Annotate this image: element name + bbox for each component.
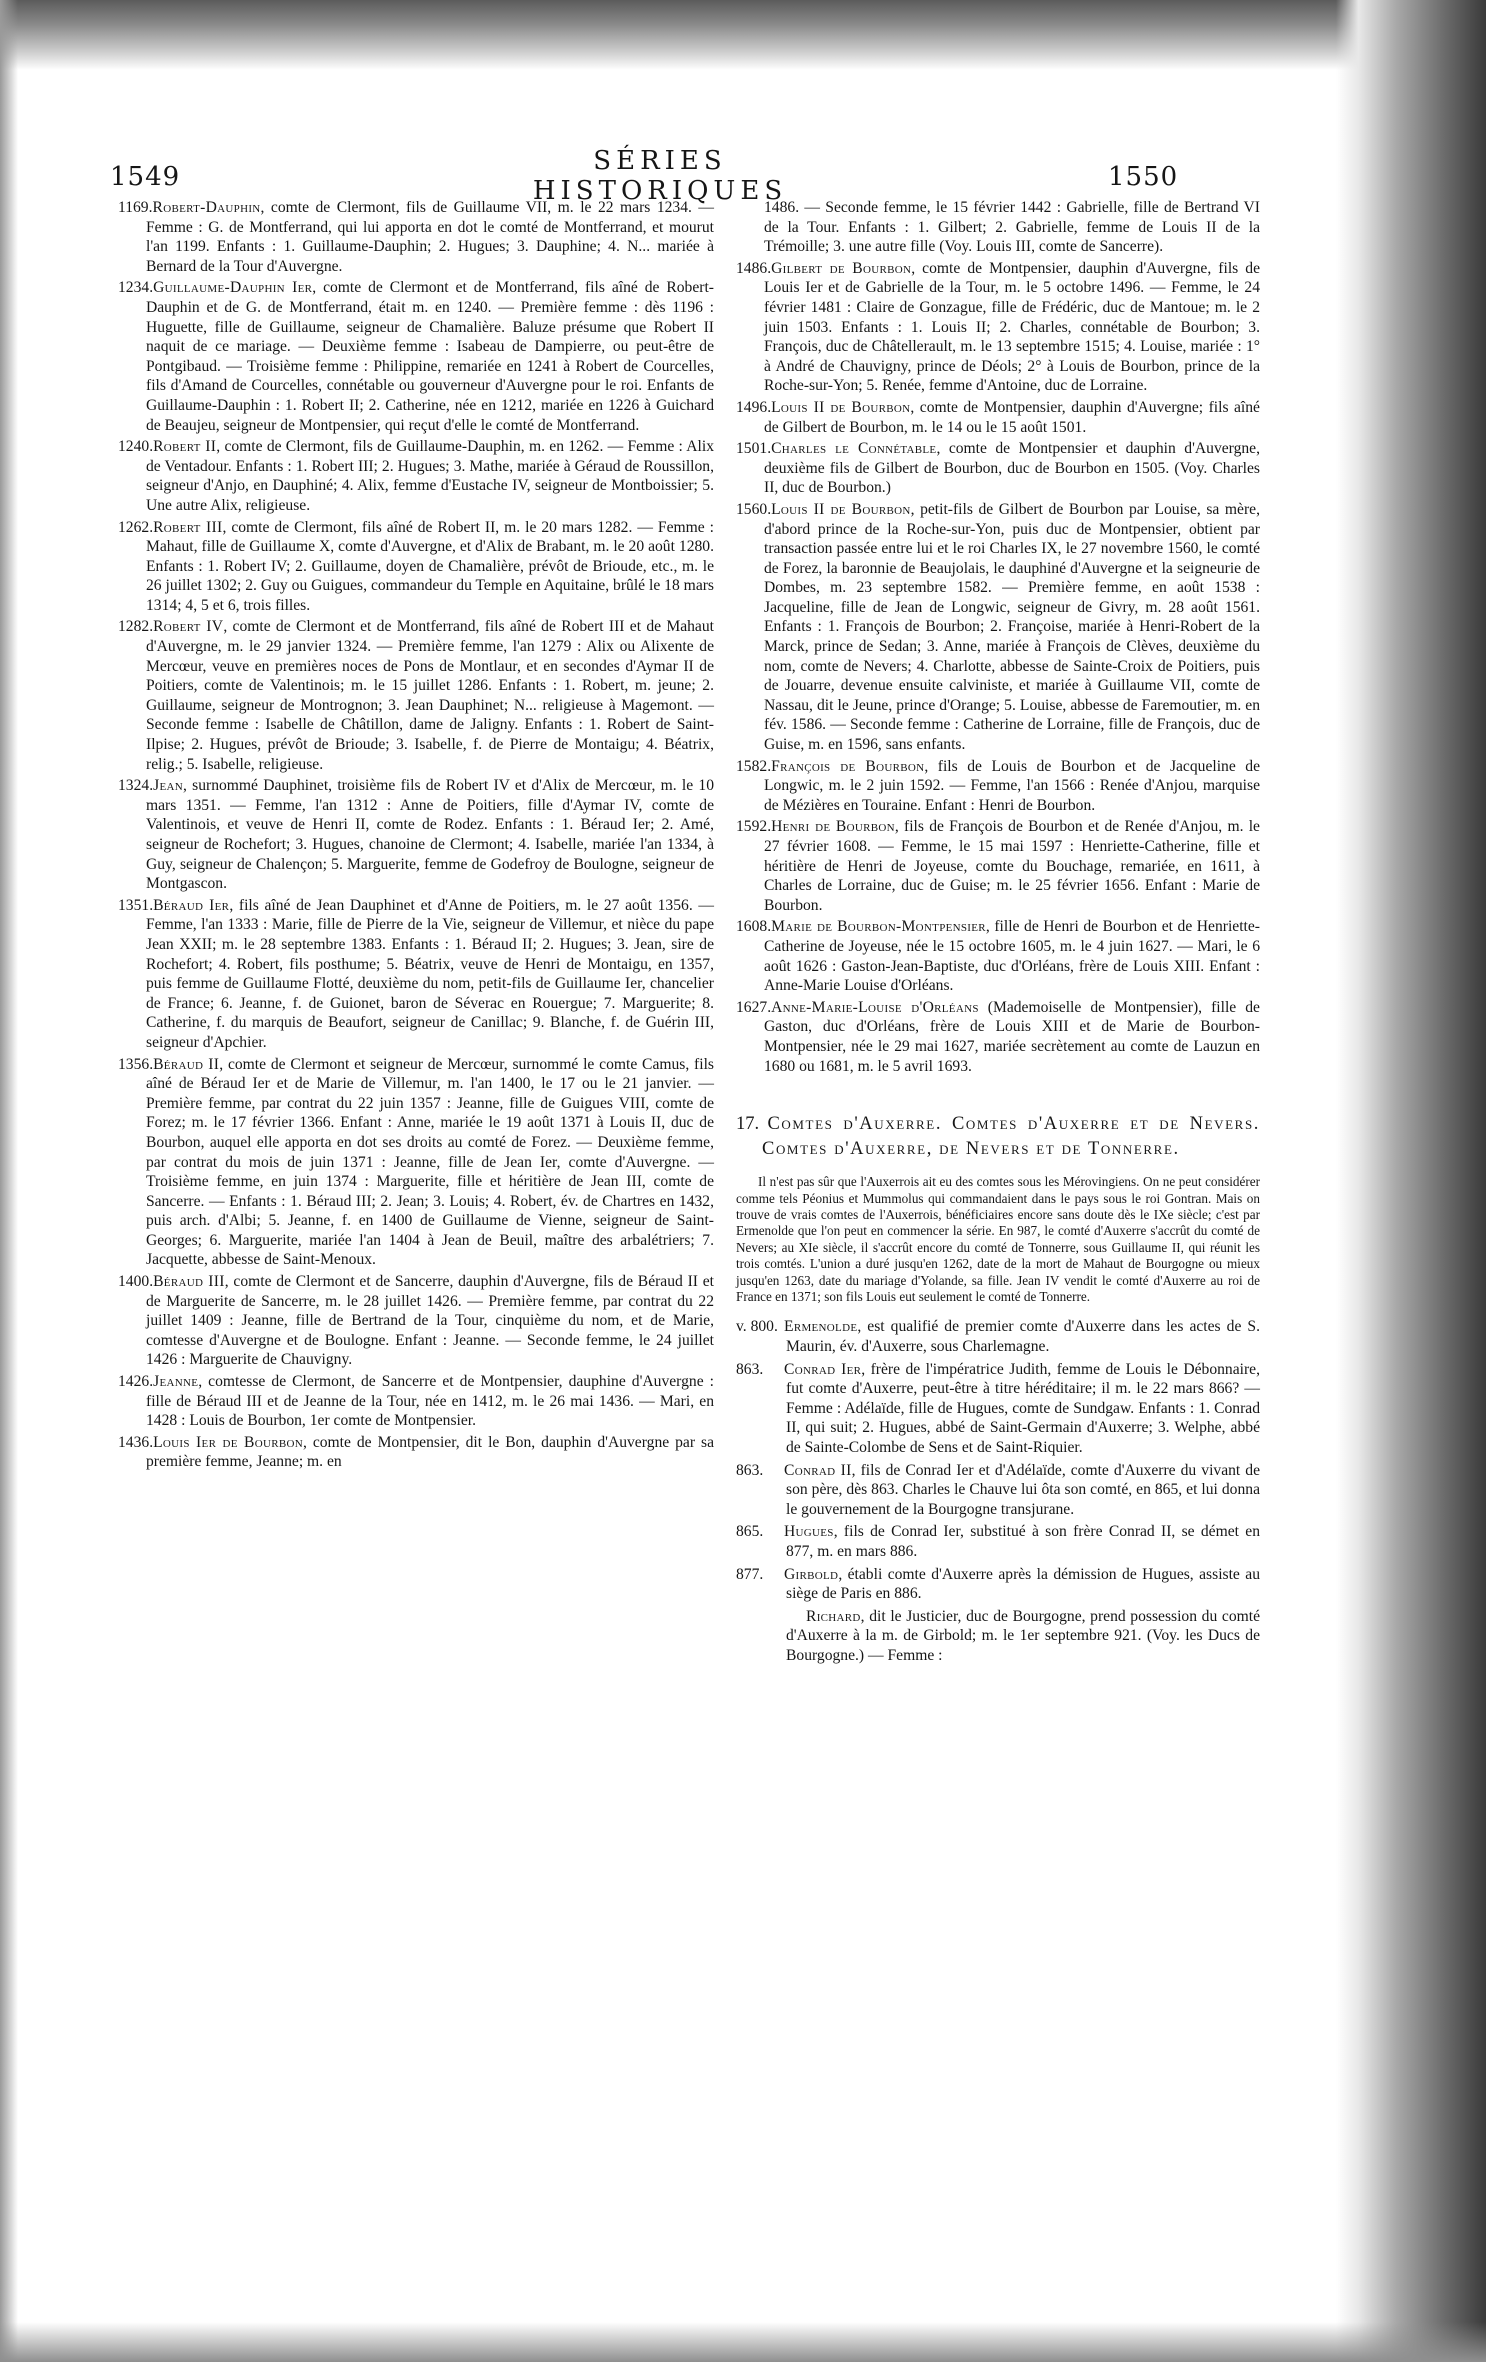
scan-edge-left	[0, 0, 18, 2362]
section-heading: 17. Comtes d'Auxerre. Comtes d'Auxerre et de Nevers. Comtes d'Auxerre, de Nevers et de Tonnerre.	[736, 1114, 1260, 1160]
entry: 1169.Robert-Dauphin, comte de Clermont, fils de Guillaume VII, m. le 22 mars 1234. — Femme : G. de Montferrand, qui lui apporta en dot le comté de Montferrand, et mourut l'an 1199. Enfants : 1. Guillaume-Dauphin; 2. Hugues; 3. Dauphine; 4. N... mariée à Bernard de la Tour d'Auvergne.	[118, 199, 714, 275]
running-title: SÉRIES HISTORIQUES	[532, 146, 788, 206]
entry: 877. Girbold, établi comte d'Auxerre après la démission de Hugues, assiste au siège de Paris en 886.	[736, 1565, 1260, 1603]
entry: 1501.Charles le Connétable, comte de Montpensier et dauphin d'Auvergne, deuxième fils de Gilbert de Bourbon, duc de Bourbon en 1505. (Voy. Charles II, duc de Bourbon.)	[736, 440, 1260, 497]
entry: 1324.Jean, surnommé Dauphinet, troisième fils de Robert IV et d'Alix de Mercœur, m. le 10 mars 1351. — Femme, l'an 1312 : Anne de Poitiers, fille d'Aymar IV, comte de Valentinois, et veuve de Henri II, comte de Rodez. Enfants : 1. Béraud Ier; 2. Amé, seigneur de Rochefort; 3. Hugues, chanoine de Clermont; 4. Isabelle, mariée l'an 1334, à Guy, seigneur de Chalençon; 5. Marguerite, femme de Godefroy de Boulogne, seigneur de Montgascon.	[118, 777, 714, 893]
scan-edge-right	[1336, 0, 1486, 2362]
left-column	[118, 198, 714, 1474]
entry-continuation: 1486. — Seconde femme, le 15 février 1442 : Gabrielle, fille de Bertrand VI de la Tour. Enfants : 1. Gilbert; 2. Gabrielle, femme de Louis II de la Trémoille; 3. une autre fille (Voy. Louis III, comte de Sancerre).	[764, 199, 1260, 256]
entry: 1282.Robert IV, comte de Clermont et de Montferrand, fils aîné de Robert III et de Mahaut d'Auvergne, m. le 29 janvier 1324. — Première femme, l'an 1279 : Alix ou Alixente de Mercœur, veuve en premières noces de Pons de Montlaur, et en secondes d'Aymar II de Poitiers, comte de Valentinois; m. le 15 juillet 1286. Enfants : 1. Robert, m. jeune; 2. Guillaume, seigneur de Montrognon; 3. Jean Dauphinet; N... religieuse à Magemont. — Seconde femme : Isabelle de Châtillon, dame de Jaligny. Enfants : 1. Robert de Saint-Ilpise; 2. Hugues, prévôt de Brioude; 3. Isabelle, f. de Pierre de Montaigu; 4. Béatrix, relig.; 5. Isabelle, religieuse.	[118, 618, 714, 773]
entry: 1608.Marie de Bourbon-Montpensier, fille de Henri de Bourbon et de Henriette-Catherine de Joyeuse, née le 15 octobre 1605, m. le 4 juin 1627. — Mari, le 6 août 1626 : Gaston-Jean-Baptiste, duc d'Orléans, frère de Louis XIII. Enfant : Anne-Marie Louise d'Orléans.	[736, 918, 1260, 995]
entry: 863. Conrad II, fils de Conrad Ier et d'Adélaïde, comte d'Auxerre du vivant de son père, dès 863. Charles le Chauve lui ôta son comté, en 865, et lui donna le gouvernement de la Bourgogne transjurane.	[736, 1461, 1261, 1518]
entry: 1627.Anne-Marie-Louise d'Orléans (Mademoiselle de Montpensier), fille de Gaston, duc d'Orléans, frère de Louis XIII et de Marie de Bourbon-Montpensier, née le 29 mai 1627, mariée secrètement au comte de Lauzun en 1680 ou 1681, m. le 5 avril 1693.	[736, 998, 1260, 1075]
entry: 1351.Béraud Ier, fils aîné de Jean Dauphinet et d'Anne de Poitiers, m. le 27 août 1356. — Femme, l'an 1333 : Marie, fille de Pierre de la Vie, seigneur de Villemur, et nièce du pape Jean XXII; m. le 28 septembre 1383. Enfants : 1. Béraud II; 2. Hugues; 3. Jean, sire de Rochefort; 4. Robert, fils posthume; 5. Béatrix, veuve de Henri de Montaigu, en 1357, puis femme de Guillaume Flotté, deuxième du nom, petit-fils de Guillaume Ier, chancelier de France; 6. Jeanne, f. de Guionet, baron de Séverac en Rouergue; 7. Marguerite; 8. Catherine, f. du marquis de Beaufort, seigneur de Canillac; 9. Blanche, f. de Guérin III, seigneur d'Apchier.	[118, 896, 714, 1051]
entry: 863. Conrad Ier, frère de l'impératrice Judith, femme de Louis le Débonnaire, fut comte d'Auxerre, peut-être à titre héréditaire; il m. le 22 mars 866? — Femme : Adélaïde, fille de Hugues, comte de Sundgaw. Enfants : 1. Conrad II, qui suit; 2. Hugues, abbé de Saint-Germain d'Auxerre; 3. Welphe, abbé de Sainte-Colombe de Sens et de Saint-Riquier.	[736, 1360, 1260, 1456]
entry: 1234.Guillaume-Dauphin Ier, comte de Clermont et de Montferrand, fils aîné de Robert-Dauphin et de G. de Montferrand, était m. en 1240. — Première femme : dès 1196 : Huguette, fille de Guillaume, seigneur de Chamalière. Baluze présume que Robert II naquit de ce mariage. — Deuxième femme : Isabeau de Dampierre, ou peut-être de Pontgibaud. — Troisième femme : Philippine, remariée en 1241 à Robert de Courcelles, fils d'Amand de Courcelles, connétable ou gouverneur d'Auvergne pour le roi. Enfants de Guillaume-Dauphin : 1. Robert II; 2. Catherine, née en 1212, mariée en 1226 à Guichard de Beaujeu, seigneur de Montpensier, qui reçut d'elle le comté de Montferrand.	[118, 279, 714, 434]
section-intro: Il n'est pas sûr que l'Auxerrois ait eu des comtes sous les Mérovingiens. On ne peut considérer comme tels Péonius et Mummolus qui commandaient dans le pays sous le roi Gontran. Mais on trouve de vrais comtes de l'Auxerrois, bénéficiaires encore sans doute dès le IXe siècle; c'est par Ermenolde que l'on peut en commencer la série. En 987, le comté d'Auxerre s'accrût du comté de Nevers; au XIe siècle, il s'accrût encore du comté de Tonnerre, sous Guillaume II, qui réunit les trois comtés. L'union a duré jusqu'en 1262, date de la mort de Mahaut de Bourgogne ou mieux jusqu'en 1263, date du mariage d'Yolande, sa fille. Jean IV vendit le comté d'Auxerre au roi de France en 1371; son fils Louis eut seulement le comté de Tonnerre.	[736, 1174, 1260, 1304]
entry: 1436.Louis Ier de Bourbon, comte de Montpensier, dit le Bon, dauphin d'Auvergne par sa première femme, Jeanne; m. en	[118, 1433, 714, 1471]
entry: 865. Hugues, fils de Conrad Ier, substitué à son frère Conrad II, se démet en 877, m. en mars 886.	[736, 1523, 1260, 1560]
entry: 1560.Louis II de Bourbon, petit-fils de Gilbert de Bourbon par Louise, sa mère, d'abord prince de la Roche-sur-Yon, puis duc de Montpensier, obtient par transaction passée entre lui et le roi Charles IX, le 27 novembre 1560, le comté de Forez, la baronnie de Beaujolais, le dauphiné d'Auvergne et la seigneurie de Dombes, m. 23 septembre 1582. — Première femme, en août 1538 : Jacqueline, fille de Jean de Longwic, seigneur de Givry, m. 28 août 1561. Enfants : 1. François de Bourbon; 2. Françoise, mariée à Henri-Robert de la Marck, prince de Sedan; 3. Anne, mariée à François de Clèves, deuxième du nom, comte de Nevers; 4. Charlotte, abbesse de Sainte-Croix de Poitiers, puis de Jouarre, devenue ensuite calviniste, et mariée à Guillaume VII, comte de Nassau, dit le Jeune, prince d'Orange; 5. Louise, abbesse de Faremoutier, m. en fév. 1586. — Seconde femme : Catherine de Lorraine, fille de François, duc de Guise, m. en 1596, sans enfants.	[736, 500, 1260, 754]
scan-edge-bottom	[0, 2322, 1486, 2362]
entry: 1240.Robert II, comte de Clermont, fils de Guillaume-Dauphin, m. en 1262. — Femme : Alix de Ventadour. Enfants : 1. Robert III; 2. Hugues; 3. Mathe, mariée à Géraud de Roussillon, seigneur d'Anjo, en Dauphiné; 4. Alix, femme d'Eustache IV, seigneur de Montboissier; 5. Une autre Alix, religieuse.	[118, 438, 715, 514]
right-column	[736, 198, 1260, 1668]
entry: 1262.Robert III, comte de Clermont, fils aîné de Robert II, m. le 20 mars 1282. — Femme : Mahaut, fille de Guillaume X, comte d'Auvergne, et d'Alix de Brabant, m. le 20 août 1280. Enfants : 1. Robert IV; 2. Guillaume, doyen de Chamalière, prévôt de Brioude, etc., m. le 26 juillet 1302; 2. Guy ou Guigues, commandeur du Temple en Aquitaine, brûlé le 18 mars 1314; 4, 5 et 6, trois filles.	[118, 518, 714, 614]
entry: 1582.François de Bourbon, fils de Louis de Bourbon et de Jacqueline de Longwic, m. le 2 juin 1592. — Femme, l'an 1566 : Renée d'Anjou, marquise de Mézières en Touraine. Enfant : Henri de Bourbon.	[736, 757, 1261, 814]
entry: 1486.Gilbert de Bourbon, comte de Montpensier, dauphin d'Auvergne, fils de Louis Ier et de Gabrielle de la Tour, m. le 5 octobre 1496. — Femme, le 24 février 1481 : Claire de Gonzague, fille de Frédéric, duc de Mantoue; m. le 2 juin 1503. Enfants : 1. Louis II; 2. Charles, connétable de Bourbon; 3. François, duc de Châtellerault, m. le 13 septembre 1515; 4. Louise, mariée : 1° à André de Chauvigny, prince de Déols; 2° à Louis de Bourbon, prince de la Roche-sur-Yon; 5. Renée, femme d'Antoine, duc de Lorraine.	[736, 259, 1260, 395]
page-number-left: 1549	[110, 162, 181, 192]
entry: 1400.Béraud III, comte de Clermont et de Sancerre, dauphin d'Auvergne, fils de Béraud II et de Marguerite de Sancerre, m. le 28 juillet 1426. — Première femme, par contrat du 22 juillet 1409 : Jeanne, fille de Bertrand de la Tour, cinquième du nom, et de Marie, comtesse d'Auvergne et de Boulogne. Enfant : Jeanne. — Seconde femme, le 24 juillet 1426 : Marguerite de Chauvigny.	[118, 1273, 714, 1369]
entry: 1592.Henri de Bourbon, fils de François de Bourbon et de Renée d'Anjou, m. le 27 février 1608. — Femme, le 15 mai 1597 : Henriette-Catherine, fille et héritière de Henri de Joyeuse, comte du Bouchage, remariée, en 1611, à Charles de Lorraine, duc de Guise; m. le 25 février 1656. Enfant : Marie de Bourbon.	[736, 818, 1260, 914]
entry: Richard, dit le Justicier, duc de Bourgogne, prend possession du comté d'Auxerre à la m. de Girbold; m. le 1er septembre 921. (Voy. les Ducs de Bourgogne.) — Femme :	[786, 1607, 1260, 1664]
page-number-right: 1550	[1108, 162, 1179, 192]
entry: 1426.Jeanne, comtesse de Clermont, de Sancerre et de Montpensier, dauphine d'Auvergne : fille de Béraud III et de Jeanne de la Tour, née en 1412, m. le 26 mai 1436. — Mari, en 1428 : Louis de Bourbon, 1er comte de Montpensier.	[118, 1373, 714, 1430]
entry: 1496.Louis II de Bourbon, comte de Montpensier, dauphin d'Auvergne; fils aîné de Gilbert de Bourbon, m. le 14 ou le 15 août 1501.	[736, 398, 1260, 436]
scan-edge-top	[0, 0, 1486, 70]
entry: v. 800. Ermenolde, est qualifié de premier comte d'Auxerre dans les actes de S. Maurin, év. d'Auxerre, sous Charlemagne.	[736, 1318, 1260, 1355]
entry: 1356.Béraud II, comte de Clermont et seigneur de Mercœur, surnommé le comte Camus, fils aîné de Béraud Ier et de Marie de Villemur, m. l'an 1400, le 17 ou le 21 janvier. — Première femme, par contrat du 22 juin 1357 : Jeanne, fille de Guigues VIII, comte de Forez; m. le 17 février 1366. Enfant : Anne, mariée le 19 août 1371 à Louis II, duc de Bourbon, auquel elle apporta en dot ses droits au comté de Forez. — Deuxième femme, par contrat du mois de juin 1371 : Jeanne, fille de Jean Ier, comte d'Auvergne. — Troisième femme, en juin 1374 : Marguerite, fille et héritière de Jean III, comte de Sancerre. — Enfants : 1. Béraud III; 2. Jean; 3. Louis; 4. Robert, év. de Chartres en 1432, puis arch. d'Albi; 5. Jeanne, f. en 1400 de Guillaume de Vienne, seigneur de Saint-Georges; 6. Marguerite, mariée l'an 1404 à Jean de Beuil, maître des arbalétriers; 7. Jacquette, abbesse de Saint-Menoux.	[118, 1055, 714, 1269]
